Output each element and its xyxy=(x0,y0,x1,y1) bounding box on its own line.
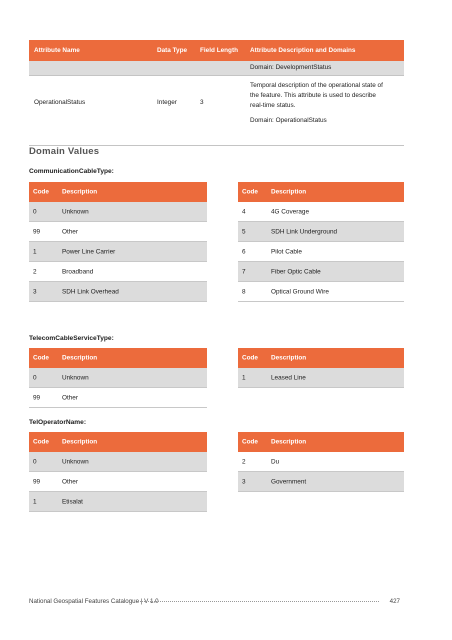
description-cell: Unknown xyxy=(62,374,89,381)
domain-table-right xyxy=(238,348,404,388)
header-data-type: Data Type xyxy=(157,47,188,54)
code-header: Code xyxy=(33,354,49,362)
code-cell: 99 xyxy=(33,394,41,401)
code-cell: 99 xyxy=(33,228,41,235)
table-row xyxy=(29,472,207,492)
description-cell: Unknown xyxy=(62,458,89,465)
code-cell: 1 xyxy=(33,248,37,255)
domain-label: TelOperatorName: xyxy=(29,419,87,426)
table-row xyxy=(29,282,207,302)
description-header: Description xyxy=(271,188,307,196)
domain-table-left xyxy=(29,348,207,408)
table-row xyxy=(29,262,207,282)
description-cell: Other xyxy=(62,228,78,235)
description-header: Description xyxy=(271,438,307,446)
description-cell: Power Line Carrier xyxy=(62,248,116,255)
description-cell: 4G Coverage xyxy=(271,208,310,215)
description-cell: SDH Link Underground xyxy=(271,228,338,235)
description-header: Description xyxy=(62,188,98,196)
code-cell: 8 xyxy=(242,288,246,295)
code-cell: 7 xyxy=(242,268,246,275)
code-header: Code xyxy=(33,188,49,196)
description-cell: Broadband xyxy=(62,268,94,275)
table-row xyxy=(29,452,207,472)
description-cell: Optical Ground Wire xyxy=(271,288,329,295)
description-cell: Leased Line xyxy=(271,374,306,381)
description-cell: Other xyxy=(62,478,78,485)
description-cell: Other xyxy=(62,394,78,401)
code-cell: 99 xyxy=(33,478,41,485)
footer-dot-leader xyxy=(137,601,379,602)
code-header: Code xyxy=(242,354,258,362)
code-header: Code xyxy=(242,438,258,446)
code-cell: 0 xyxy=(33,458,37,465)
table-row xyxy=(29,61,404,76)
description-line: the feature. This attribute is used to describe xyxy=(250,92,376,99)
description-header: Description xyxy=(271,354,307,362)
table-row xyxy=(238,282,404,302)
page-number: 427 xyxy=(389,598,400,605)
domain-reference: Domain: DevelopmentStatus xyxy=(250,64,332,71)
table-row xyxy=(238,222,404,242)
description-cell: SDH Link Overhead xyxy=(62,288,119,295)
domain-table-left xyxy=(29,182,207,302)
description-cell: Unknown xyxy=(62,208,89,215)
description-line: Temporal description of the operational state of xyxy=(250,82,383,89)
table-row xyxy=(29,76,404,146)
table-row xyxy=(238,452,404,472)
domain-table-right xyxy=(238,182,404,302)
domain-label: TelecomCableServiceType: xyxy=(29,335,114,342)
code-header: Code xyxy=(242,188,258,196)
table-row xyxy=(29,202,207,222)
code-cell: 3 xyxy=(242,478,246,485)
attribute-table xyxy=(29,40,404,146)
header-description: Attribute Description and Domains xyxy=(250,47,356,54)
table-row xyxy=(29,492,207,512)
code-cell: 3 xyxy=(33,288,37,295)
table-row xyxy=(238,262,404,282)
domain-table-header xyxy=(29,432,207,452)
description-header: Description xyxy=(62,354,98,362)
code-cell: 1 xyxy=(242,374,246,381)
table-row xyxy=(238,202,404,222)
domain-table-header xyxy=(238,348,404,368)
table-row xyxy=(238,242,404,262)
code-header: Code xyxy=(33,438,49,446)
section-title: Domain Values xyxy=(29,146,100,157)
description-cell: Du xyxy=(271,458,280,465)
domain-label: CommunicationCableType: xyxy=(29,168,114,175)
description-line: real-time status. xyxy=(250,102,296,109)
table-row xyxy=(29,368,207,388)
domain-table-left xyxy=(29,432,207,512)
field-length: 3 xyxy=(200,99,204,106)
table-row xyxy=(238,472,404,492)
code-cell: 5 xyxy=(242,228,246,235)
code-cell: 1 xyxy=(33,498,37,505)
domain-table-header xyxy=(238,432,404,452)
attribute-name: OperationalStatus xyxy=(34,99,86,106)
table-row xyxy=(29,388,207,408)
domain-reference: Domain: OperationalStatus xyxy=(250,117,327,124)
code-cell: 4 xyxy=(242,208,246,215)
footer-text: National Geospatial Features Catalogue | V 1.0 xyxy=(29,598,159,605)
header-field-length: Field Length xyxy=(200,47,238,54)
code-cell: 2 xyxy=(33,268,37,275)
code-cell: 2 xyxy=(242,458,246,465)
code-cell: 0 xyxy=(33,374,37,381)
table-row xyxy=(29,242,207,262)
description-cell: Government xyxy=(271,478,307,485)
code-cell: 6 xyxy=(242,248,246,255)
domain-table-header xyxy=(238,182,404,202)
domain-table-header xyxy=(29,182,207,202)
description-cell: Fiber Optic Cable xyxy=(271,268,321,275)
description-cell: Etisalat xyxy=(62,498,83,505)
header-attribute-name: Attribute Name xyxy=(34,47,80,54)
domain-table-header xyxy=(29,348,207,368)
code-cell: 0 xyxy=(33,208,37,215)
description-header: Description xyxy=(62,438,98,446)
table-row xyxy=(29,222,207,242)
description-cell: Pilot Cable xyxy=(271,248,302,255)
domain-table-right xyxy=(238,432,404,492)
table-row xyxy=(238,368,404,388)
attribute-table-header xyxy=(29,40,404,61)
data-type: Integer xyxy=(157,99,177,106)
